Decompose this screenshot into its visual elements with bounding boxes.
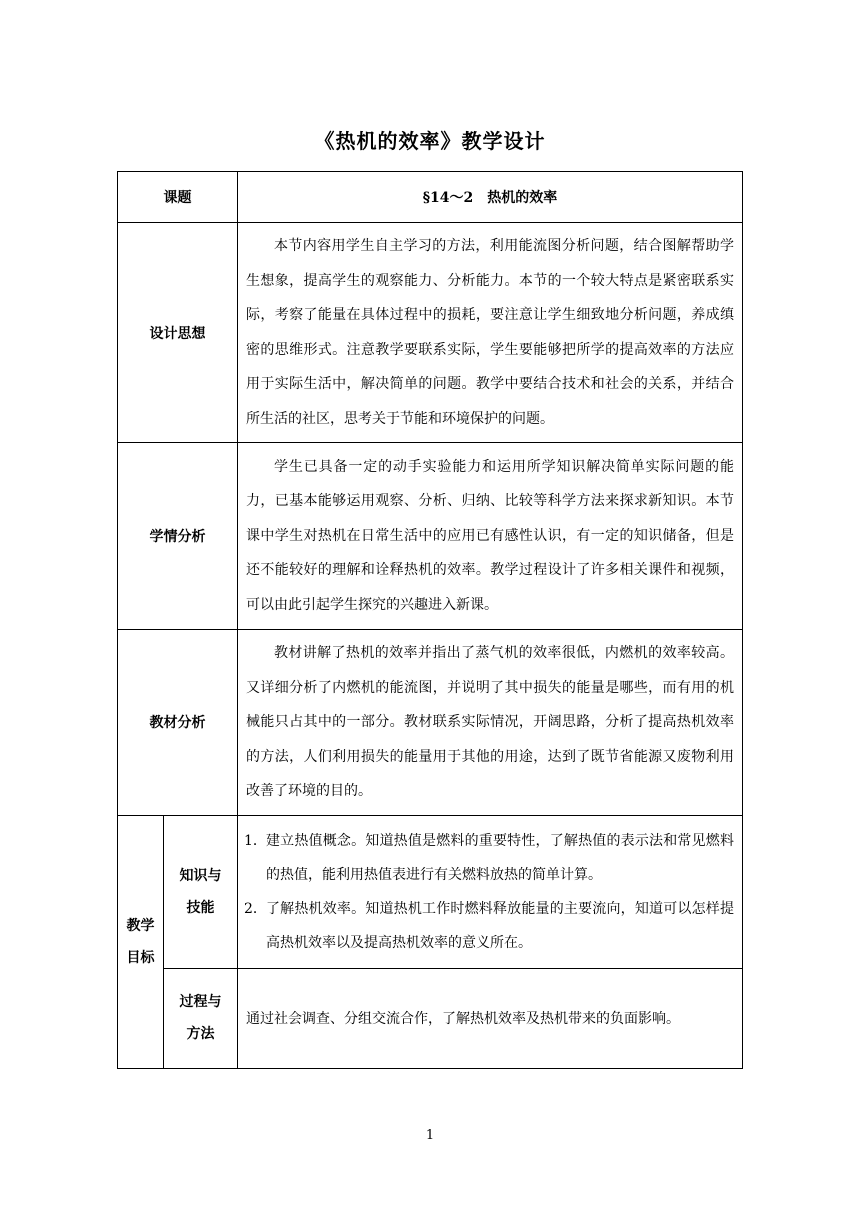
knowledge-label-line1: 知识与 — [179, 867, 222, 884]
process-label-line1: 过程与 — [179, 994, 222, 1010]
knowledge-label — [164, 815, 238, 968]
knowledge-label-line2: 技能 — [186, 899, 215, 916]
goals-label-line1: 教学 — [126, 917, 155, 934]
list-item-text: 建立热值概念。知道热值是燃料的重要特性，了解热值的表示法和常见燃料的热值，能利用热值表进行有关燃料放热的简单计算。 — [266, 832, 734, 883]
design-label: 设计思想 — [118, 223, 238, 443]
materials-row — [118, 630, 743, 816]
goals-label — [118, 815, 164, 1068]
list-item — [244, 892, 734, 960]
document-title: 《热机的效率》教学设计 — [314, 129, 546, 153]
topic-row — [118, 172, 743, 223]
knowledge-list — [238, 815, 743, 968]
process-label-line2: 方法 — [186, 1026, 215, 1042]
design-cell — [238, 223, 743, 443]
students-text: 学生已具备一定的动手实验能力和运用所学知识解决简单实际问题的能力，已基本能够运用观察、分析、归纳、比较等科学方法来探求新知识。本节课中学生对热机在日常生活中的应用已有感性认识，有一定的知识储备，但是还不能较好的理解和诠释热机的效率。教学过程设计了许多相关课件和视频，可以由此引起学生探究的兴趣进入新课。 — [246, 458, 734, 613]
design-text: 本节内容用学生自主学习的方法，利用能流图分析问题，结合图解帮助学生想象，提高学生的观察能力、分析能力。本节的一个较大特点是紧密联系实际，考察了能量在具体过程中的损耗，要注意让学生细致地分析问题，养成缜密的思维形式。注意教学要联系实际，学生要能够把所学的提高效率的方法应用于实际生活中，解决简单的问题。教学中要结合技术和社会的关系，并结合所生活的社区，思考关于节能和环境保护的问题。 — [246, 238, 734, 427]
list-item-number: 1． — [244, 832, 267, 849]
design-row — [118, 223, 743, 443]
page-number: 1 — [425, 1128, 435, 1143]
process-label — [164, 968, 238, 1068]
list-item-text: 了解热机效率。知道热机工作时燃料释放能量的主要流向，知道可以怎样提高热机效率以及提高热机效率的意义所在。 — [266, 900, 734, 951]
students-row — [118, 443, 743, 630]
goals-label-line2: 目标 — [126, 949, 155, 966]
topic-label: 课题 — [118, 172, 238, 223]
process-text: 通过社会调查、分组交流合作，了解热机效率及热机带来的负面影响。 — [238, 968, 743, 1068]
list-item-number: 2． — [244, 900, 267, 917]
materials-label: 教材分析 — [118, 630, 238, 816]
students-cell — [238, 443, 743, 630]
students-label: 学情分析 — [118, 443, 238, 630]
lesson-plan-table — [117, 171, 743, 1069]
materials-text: 教材讲解了热机的效率并指出了蒸气机的效率很低，内燃机的效率较高。又详细分析了内燃机的能流图，并说明了其中损失的能量是哪些，而有用的机械能只占其中的一部分。教材联系实际情况，开阔思路，分析了提高热机效率的方法，人们利用损失的能量用于其他的用途，达到了既节省能源又废物利用改善了环境的目的。 — [246, 645, 734, 799]
materials-cell — [238, 630, 743, 816]
knowledge-row — [118, 815, 743, 968]
topic-value: §14～2 热机的效率 — [238, 172, 743, 223]
process-row — [118, 968, 743, 1068]
list-item — [244, 824, 734, 892]
